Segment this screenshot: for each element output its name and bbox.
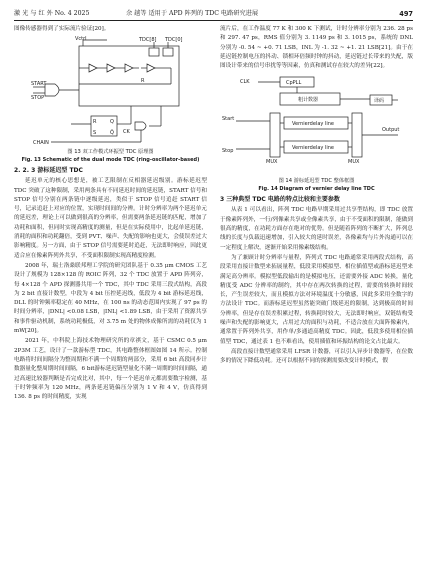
intro-line: 图像传感器得到了实际流片验证[20]。 (14, 26, 110, 32)
pll-label: CpPLL (285, 80, 301, 87)
clk-label: CLK (239, 79, 250, 86)
start-label: START (30, 81, 46, 88)
figure-13-schematic (31, 36, 191, 148)
paragraph: 延迟单元的核心思想是，被工艺限制在反相器延迟级别。游标延迟型 TDC 突破了这种限制，采用两条具有不同延迟时间的延迟链，START 信号和 STOP 信号分别在两条链中逐级延迟，类似于 STOP 信号追赶 START 信号，记录追赶上对应的位置，实现时间间的分辨。计时分辨率为两个延迟单元的延迟差，理论上可以做到很高的分辨率，但需要两条延迟链的匹配，增加了功耗和面积，但同时实现高精度的测量，但是在实际使用中，比起单延迟链，消耗的面积和功耗翻倍，受到 PVT、噪声、失配的影响也更大，会使误差过大影响精度。另一方面，由于 STOP 信号需要延时追赶，无法即时响应，因此更适合应在像素阵列外共享，不受面积限制实现高精度检测。 (14, 178, 207, 259)
paragraph: 为了兼顾计时分辨率与量程，阵列式 TDC 电路通常采用两段式结构，高段采用直接计数型来拓展量程，低段采用模拟型、相位插值型或游标延迟型来满足高分辨率。模拟型低段输出的是模拟电压，还需要外接 ADC 转换，量化精度受 ADC 分辨率的制约，其中存在两次转换的过程，需要的转换时间较长，产生误差较大，而且模拟方法对环境温度十分敏感，因此多采用全数字的方法设计 TDC。而游标延迟型虽然能突破门级延迟的限制，达到极高的时间分辨率，但是存在误差积累过程，转换耗时较大，无法即时响应，双链结构受噪声和失配的影响更大，占用过大的面积与功耗，不适合放在大面阵像素内，通常置于阵列外共享，用作单/多通道高精度 TDC。因此，低段多使用相位插值型 TDC，通过表 1 也不难看出，使用插值和环振结构的论文占比最大。 (220, 254, 413, 345)
stop-label: Stop (221, 148, 233, 155)
ring-oscillator-block (79, 46, 179, 106)
figure-14-block-diagram (222, 73, 412, 177)
latch-qbar-label: Q̄ (109, 130, 114, 137)
figure-13 (14, 36, 207, 164)
running-header (14, 8, 413, 21)
decoder-label: 译码 (373, 98, 384, 105)
r-out-label: R (140, 78, 144, 85)
tdc-lsb-label: TDC[0] (164, 37, 182, 44)
mux-right-label: MUX (347, 159, 359, 166)
running-title: 余 越等 适用于 APD 阵列的 TDC 电路研究进展 (126, 10, 259, 17)
right-column (220, 25, 413, 368)
section-heading-2-2-3: 2. 2. 3 游标延迟型 TDC (14, 167, 83, 175)
figure-13-caption-zh: 图 13 双工作模式环振型 TDC 原理图 (67, 149, 154, 156)
latch-q-label: Q (109, 119, 114, 126)
paragraph: 流片后，在工作温度 77 K 和 300 K 下测试，计时分辨率分别为 236. 28 ps 和 297. 47 ps，RMS 值分别为 3. 1149 ps 和 3. 1015 ps，系统的 DNL 分别为 -0. 54 ~ +0. 71 LSB，INL 为 -1. 32 ~ +1. 21 LSB[21]。由于在延迟链控制电压的抖动、锁相环倍频时钟的抖动，延迟链过长带来的失配，版图设计带来的信号串扰等等因素，仿真和测试存在较大的差异[22]。 (220, 26, 413, 70)
vernier-line-2-label: Vernierdelay line (291, 145, 334, 152)
paragraph: 高段直接计数型通常采用 LFSR 计数器，可以引入异步计数器等，在位数多的情况下降低功耗。还可以根据不同的探测需要改变计时模式，假 (220, 348, 413, 365)
paragraph: 2008 年，瑞士洛桑联邦理工学院的研究团队基于 0.35 μm CMOS 工艺设计了规模为 128×128 的 ROIC 阵列，32 个 TDC 放置于 APD 阵列旁，每 4×128 个 APD 探测器共用一个 TDC，其中 TDC 采用三段式结构，高段为 2 bit 直接计数型，中段为 4 bit 压控延迟线，低段为 4 bit 游标延迟线，DLL 的时钟频率稳定在 40 MHz，在 100 ns 的动态范围内实现了 97 ps 的时间分辨率，|DNL| <0.08 LSB，|INL| <1.89 LSB，由于采用了资源共享和事件驱动机制，系统功耗极低，对 3.75 m 处的物体成像所需的功耗仅为 1 mW[20]。 (14, 262, 207, 335)
figure-14-caption-en: Fig. 14 Diagram of vernier delay line TDC (258, 186, 375, 193)
journal-name: 激 光 与 红 外 No. 4 2025 (14, 10, 90, 17)
tdc-msb-label: TDC[8] (138, 37, 156, 44)
latch-s-in-label: S (92, 130, 96, 137)
paragraph: 2021 年，中科院上海技术物理研究所的章祺文，基于 CSMC 0.5 μm 2P3M 工艺，设计了一款游标型 TDC，其电路整体框图如图 14 所示。控制电路将时间间隔分为整周期和不满一个周期的两部分，采用 6 bit 高段同步计数器量化整周期时间间隔，6 bit游标延迟链型量化不满一周期的时间间隔，通过高速比较器判断是否完成比对，其中，每一个延迟单元都需要数字检测，基于时钟频率为 120 MHz，两条延迟链偏压分别为 1 V 和 4 V，仿真得到 136. 8 ps 的时间精度，实现 (14, 338, 207, 401)
stop-label: STOP (30, 95, 44, 102)
figure-13-caption-en: Fig. 13 Schematic of the dual mode TDC (ring-oscillator-based) (21, 157, 200, 164)
mux-left-label: MUX (265, 159, 277, 166)
output-label: Output (381, 127, 399, 134)
coarse-counter-label: 粗计数器 (297, 97, 318, 104)
vernier-line-1-label: Vernierdelay line (291, 121, 334, 128)
page-number: 497 (399, 10, 413, 18)
ck-label: CK (122, 129, 130, 136)
start-label: Start (221, 116, 234, 123)
mux-left (270, 113, 280, 157)
figure-14 (220, 73, 413, 193)
latch-r-in-label: R (92, 119, 96, 126)
chain-label: CHAIN (32, 140, 49, 147)
mux-right (352, 113, 362, 157)
paragraph: 从表 1 可以看出，阵列 TDC 电路早期采用过共享型结构，即 TDC 放置于像素阵列外，一行/列像素共享或全像素共享，由于不受面积的限制，能做到很高的精度，在功耗方面存在绝对的优势。但是随着阵列的不断扩大，阵列总线的长度与负载迅速增加，引入较大的延时误差，各像素均与片外沟通可以在一定程度上解决，逐渐开始采用像素级结构。 (220, 207, 413, 251)
figure-14-caption-zh: 图 14 游标延迟型 TDC 整体框图 (278, 178, 355, 185)
vctrl-label: Vctrl (74, 36, 87, 43)
section-heading-3: 3 三种典型 TDC 电路的特点比较和主要参数 (220, 196, 340, 204)
left-column (14, 25, 207, 403)
